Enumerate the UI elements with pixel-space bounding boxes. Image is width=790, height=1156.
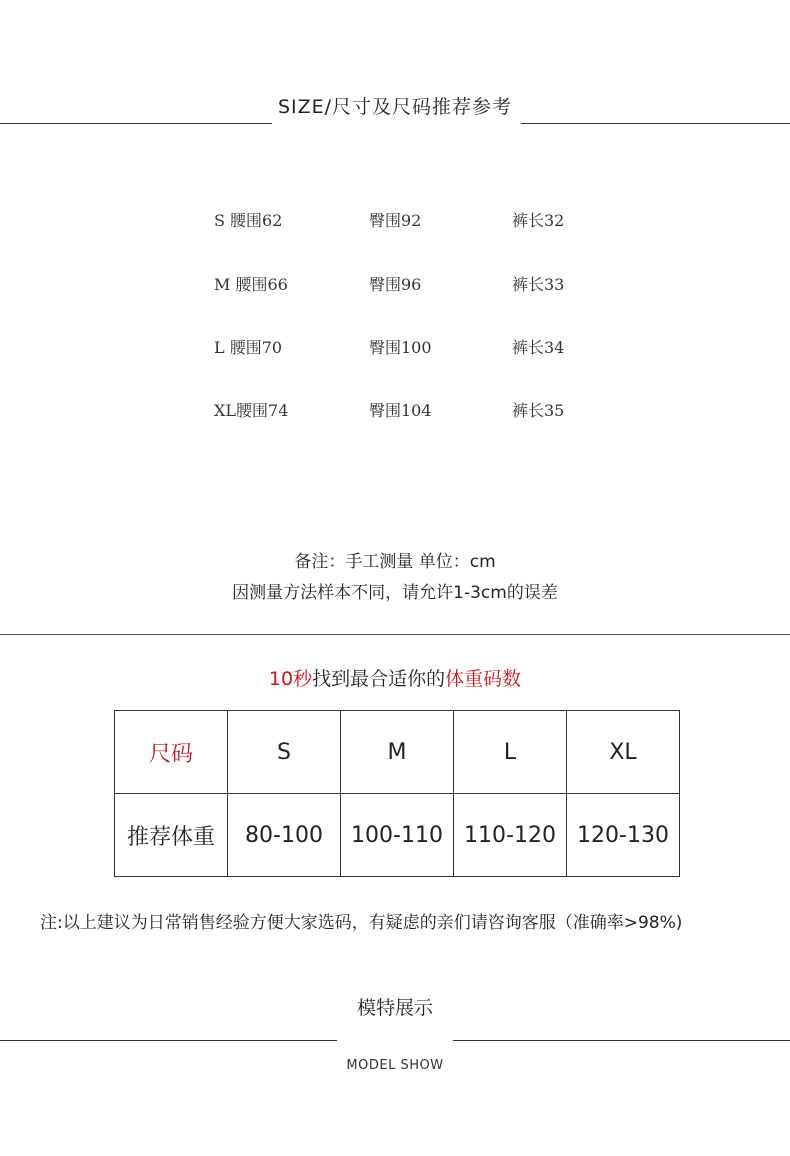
table-header-size: M — [341, 711, 454, 794]
size-waist: M 腰围66 — [214, 275, 288, 294]
size-hip: 臀围96 — [369, 275, 422, 294]
measurement-note: 备注：手工测量 单位：cm — [294, 552, 496, 572]
page-title: SIZE/尺寸及尺码推荐参考 — [277, 96, 513, 118]
table-row-weight-label: 推荐体重 — [115, 794, 228, 877]
table-cell-weight: 110-120 — [454, 794, 567, 877]
size-length: 裤长34 — [512, 338, 565, 357]
table-cell-weight: 120-130 — [567, 794, 680, 877]
size-length: 裤长33 — [512, 275, 565, 294]
size-hip: 臀围104 — [369, 401, 432, 420]
weight-size-table — [114, 710, 680, 877]
weight-guide-title — [0, 664, 790, 691]
error-note: 因测量方法样本不同，请允许1-3cm的误差 — [232, 583, 558, 603]
size-waist: L 腰围70 — [214, 338, 283, 357]
model-section-subtitle: MODEL SHOW — [346, 1058, 444, 1073]
weight-guide-title-middle: 找到最合适你的 — [312, 668, 446, 690]
header-rule-right — [521, 123, 790, 124]
size-length: 裤长35 — [512, 401, 565, 420]
disclaimer-text: 注:以上建议为日常销售经验方便大家选码，有疑虑的亲们请咨询客服（准确率>98%) — [40, 913, 683, 933]
size-waist: S 腰围62 — [214, 211, 283, 230]
table-header-size: L — [454, 711, 567, 794]
table-header-size: XL — [567, 711, 680, 794]
section-divider — [0, 634, 790, 635]
table-cell-weight: 80-100 — [228, 794, 341, 877]
table-row — [115, 711, 680, 794]
size-row — [214, 272, 634, 298]
table-header-size-label: 尺码 — [115, 711, 228, 794]
weight-guide-title-seconds: 10秒 — [268, 668, 313, 690]
model-section-title: 模特展示 — [356, 997, 433, 1019]
table-cell-weight: 100-110 — [341, 794, 454, 877]
size-waist: XL腰围74 — [214, 401, 289, 420]
size-row — [214, 208, 634, 234]
table-header-size: S — [228, 711, 341, 794]
size-length: 裤长32 — [512, 211, 565, 230]
header-rule-left — [0, 123, 272, 124]
table-row — [115, 794, 680, 877]
model-rule-left — [0, 1040, 337, 1041]
size-row — [214, 335, 634, 361]
weight-guide-title-emphasis: 体重码数 — [445, 668, 522, 690]
size-hip: 臀围100 — [369, 338, 432, 357]
size-hip: 臀围92 — [369, 211, 422, 230]
model-rule-right — [453, 1040, 790, 1041]
size-row — [214, 398, 634, 424]
